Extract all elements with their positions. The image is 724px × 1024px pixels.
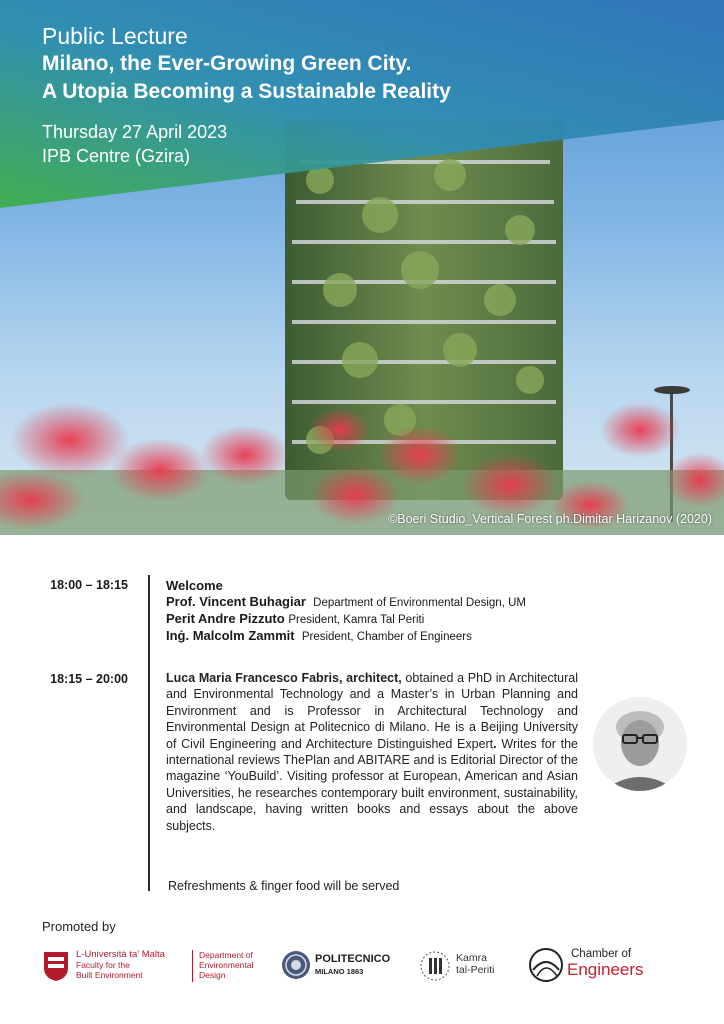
speaker-row <box>166 594 526 611</box>
um-faculty-2: Built Environment <box>76 970 143 980</box>
speaker-role: President, Kamra Tal Periti <box>288 614 425 626</box>
kamra-emblem-icon <box>420 948 450 984</box>
event-title-line2: A Utopia Becoming a Sustainable Reality <box>42 80 451 103</box>
lecturer-portrait <box>593 697 687 791</box>
um-faculty-1: Faculty for the <box>76 960 130 970</box>
kamra-line1: Kamra <box>456 952 487 964</box>
bio-text: obtained a PhD in Architectural and Environmental Technology and a Master’s in Urban Planning and Environment and is Professor in Architectural Technology and Environmental Design at Politecnico di Milano. He is a Beijing University of Civil Engineering and Architecture Distinguished Expert <box>166 671 578 751</box>
um-logo <box>42 946 257 986</box>
speaker-role: Department of Environmental Design, UM <box>313 597 526 609</box>
politecnico-seal-icon <box>281 950 311 980</box>
politecnico-sub: MILANO 1863 <box>315 967 364 976</box>
um-dept-2: Environmental <box>199 960 254 970</box>
photo-credit: ©Boeri Studio_Vertical Forest ph.Dimitar Harizanov (2020) <box>388 512 712 526</box>
um-dept-3: Design <box>199 970 226 980</box>
speaker-name: Inġ. Malcolm Zammit <box>166 628 295 643</box>
event-type: Public Lecture <box>42 23 188 49</box>
kamra-line2: tal-Periti <box>456 964 495 976</box>
um-dept-1: Department of <box>199 950 253 960</box>
slot1-time: 18:00 – 18:15 <box>50 578 128 592</box>
coe-line1: Chamber of <box>571 948 632 960</box>
bio-text-cont: Writes for the international reviews ThePlan and ABITARE and is Editorial Director of the magazine ‘YouBuild’. Visiting professor at European, American and Asian Universities, he researches contemporary built environment, sustainability, and landscape, having written books and essays about the above subjects. <box>166 736 578 833</box>
politecnico-logo <box>281 946 401 986</box>
bio-dot: . <box>493 736 497 751</box>
politecnico-name: POLITECNICO <box>315 953 391 965</box>
event-venue: IPB Centre (Gzira) <box>42 146 191 166</box>
speaker-name: Prof. Vincent Buhagiar <box>166 594 306 609</box>
speaker-role: President, Chamber of Engineers <box>301 631 472 643</box>
speaker-row <box>166 611 526 628</box>
refreshments-note: Refreshments & finger food will be served <box>168 879 400 893</box>
welcome-heading: Welcome <box>166 578 223 593</box>
chamber-of-engineers-logo <box>527 946 677 986</box>
slot2-time: 18:15 – 20:00 <box>50 672 128 686</box>
um-name: L-Università ta' Malta <box>76 949 165 960</box>
timeline-divider <box>148 575 150 891</box>
event-date: Thursday 27 April 2023 <box>42 122 228 142</box>
welcome-block <box>166 578 526 645</box>
promoted-by-label: Promoted by <box>42 919 116 934</box>
coe-line2: Engineers <box>567 960 644 979</box>
lecturer-name: Luca Maria Francesco Fabris, architect, <box>166 671 402 685</box>
um-crest-icon <box>42 950 70 982</box>
kamra-logo <box>420 946 520 986</box>
event-title-line1: Milano, the Ever-Growing Green City. <box>42 52 412 75</box>
globe-icon <box>527 946 565 984</box>
speaker-row <box>166 628 526 645</box>
title-banner <box>0 0 724 215</box>
speaker-name: Perit Andre Pizzuto <box>166 611 285 626</box>
speaker-bio <box>166 670 578 834</box>
